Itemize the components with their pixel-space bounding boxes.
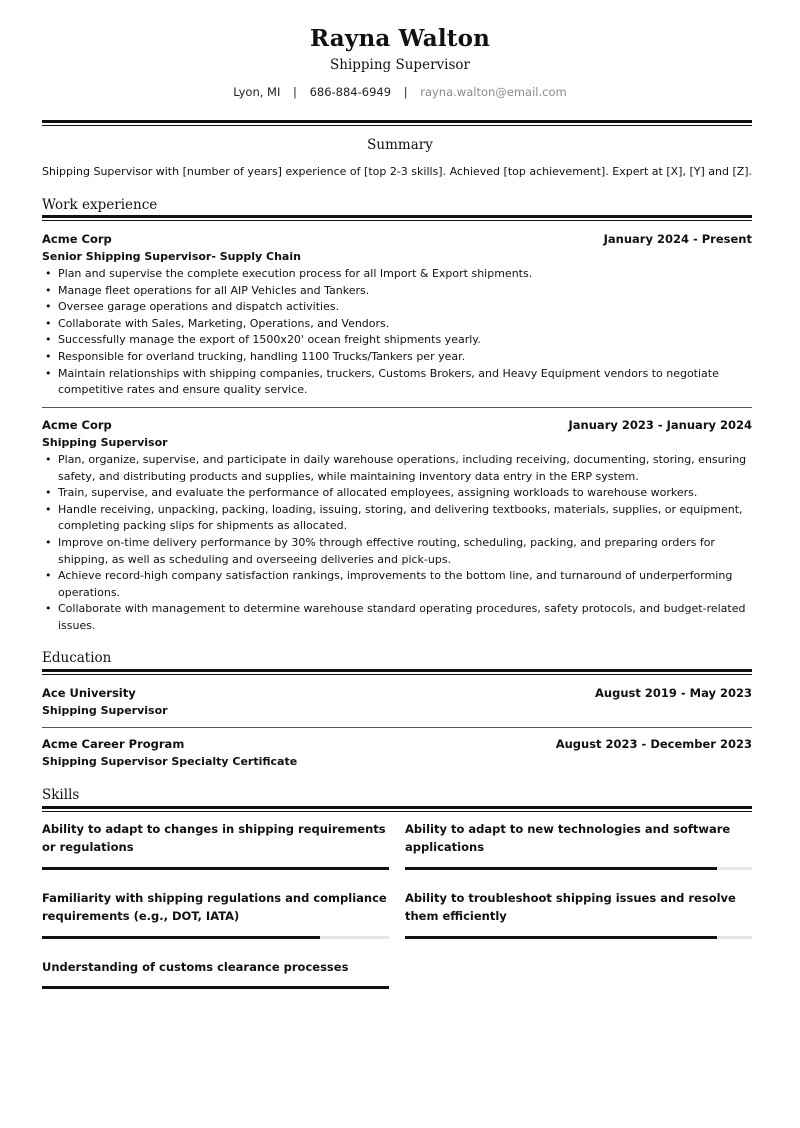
education-entry <box>42 737 752 768</box>
list-item: • Oversee garage operations and dispatch activities. <box>42 299 752 316</box>
skill-level-bar <box>42 867 389 870</box>
candidate-name: Rayna Walton <box>309 25 491 52</box>
skill-item <box>42 958 389 976</box>
contact-email[interactable]: rayna.walton@email.com <box>420 85 567 99</box>
list-item: • Collaborate with Sales, Marketing, Operations, and Vendors. <box>42 316 752 333</box>
contact-phone: 686-884-6949 <box>309 85 392 99</box>
work-section-title: Work experience <box>42 197 158 213</box>
summary-title: Summary <box>367 137 433 153</box>
job-entry <box>42 418 752 635</box>
skill-level-fill <box>42 986 389 989</box>
skill-label: Ability to adapt to changes in shipping requirements or regulations <box>42 822 386 854</box>
list-item: • Train, supervise, and evaluate the performance of allocated employees, assigning workloads to warehouse workers. <box>42 485 752 502</box>
summary-text: Shipping Supervisor with [number of years] experience of [top 2-3 skills]. Achieved [top achievement]. Expert at [X], [Y] and [Z]. <box>42 165 753 178</box>
skill-level-bar <box>405 867 752 870</box>
job-entry <box>42 232 752 399</box>
job-bullets <box>42 452 752 635</box>
list-item: • Achieve record-high company satisfaction rankings, improvements to the bottom line, and turnaround of underperforming operations. <box>42 568 752 601</box>
skill-item <box>42 820 389 856</box>
contact-separator: | <box>293 85 297 99</box>
education-section-title: Education <box>42 650 112 666</box>
skill-label: Understanding of customs clearance processes <box>42 960 349 974</box>
education-degree: Shipping Supervisor <box>42 704 168 717</box>
job-position: Shipping Supervisor <box>42 436 168 449</box>
skill-label: Ability to troubleshoot shipping issues and resolve them efficiently <box>405 891 736 923</box>
job-dates: January 2023 - January 2024 <box>568 418 752 432</box>
skills-section-divider <box>42 806 752 812</box>
job-bullets <box>42 266 752 399</box>
skill-level-fill <box>405 867 717 870</box>
skill-level-fill <box>405 936 717 939</box>
job-position: Senior Shipping Supervisor- Supply Chain <box>42 250 301 263</box>
entry-divider <box>42 727 752 728</box>
education-school: Acme Career Program <box>42 737 185 751</box>
list-item: • Successfully manage the export of 1500x20' ocean freight shipments yearly. <box>42 332 752 349</box>
job-company: Acme Corp <box>42 232 112 246</box>
education-section-divider <box>42 669 752 675</box>
skill-level-bar <box>405 936 752 939</box>
work-section-divider <box>42 215 752 221</box>
skill-level-fill <box>42 867 389 870</box>
list-item: • Responsible for overland trucking, handling 1100 Trucks/Tankers per year. <box>42 349 752 366</box>
skill-level-bar <box>42 986 389 989</box>
skill-label: Ability to adapt to new technologies and software applications <box>405 822 731 854</box>
skill-level-fill <box>42 936 320 939</box>
skill-level-bar <box>42 936 389 939</box>
job-dates: January 2024 - Present <box>603 232 752 246</box>
contact-separator: | <box>403 85 408 99</box>
list-item: • Handle receiving, unpacking, packing, loading, issuing, storing, and delivering textbooks, materials, supplies, or equipment, completing packing slips for shipments as allocated. <box>42 502 752 535</box>
resume-header <box>0 0 800 99</box>
skill-item <box>42 889 389 925</box>
candidate-role: Shipping Supervisor <box>330 57 470 73</box>
list-item: • Plan and supervise the complete execution process for all Import & Export shipments. <box>42 266 752 283</box>
list-item: • Improve on-time delivery performance by 30% through effective routing, scheduling, packing, and preparing orders for shipping, as well as scheduling and overseeing deliveries and pick-ups. <box>42 535 752 568</box>
list-item: • Maintain relationships with shipping companies, truckers, Customs Brokers, and Heavy Equipment vendors to negotiate competitive rates and ensure quality service. <box>42 366 752 399</box>
education-dates: August 2019 - May 2023 <box>595 686 752 700</box>
job-company: Acme Corp <box>42 418 112 432</box>
contact-line <box>0 85 800 99</box>
education-degree: Shipping Supervisor Specialty Certificate <box>42 755 298 768</box>
list-item: • Manage fleet operations for all AIP Vehicles and Tankers. <box>42 283 752 300</box>
skill-label: Familiarity with shipping regulations and compliance requirements (e.g., DOT, IATA) <box>42 891 387 923</box>
skills-section-title: Skills <box>42 787 80 803</box>
education-dates: August 2023 - December 2023 <box>555 737 752 751</box>
education-school: Ace University <box>42 686 136 700</box>
education-entry <box>42 686 752 717</box>
header-divider <box>42 120 752 126</box>
entry-divider <box>42 407 752 408</box>
list-item: • Plan, organize, supervise, and participate in daily warehouse operations, including receiving, documenting, storing, ensuring safety, and distributing products and supplies, while maintaining inventory data entry in the ERP system. <box>42 452 752 485</box>
contact-location: Lyon, MI <box>233 85 281 99</box>
skill-item <box>405 820 752 856</box>
skill-item <box>405 889 752 925</box>
list-item: • Collaborate with management to determine warehouse standard operating procedures, safety protocols, and budget-related issues. <box>42 601 752 634</box>
